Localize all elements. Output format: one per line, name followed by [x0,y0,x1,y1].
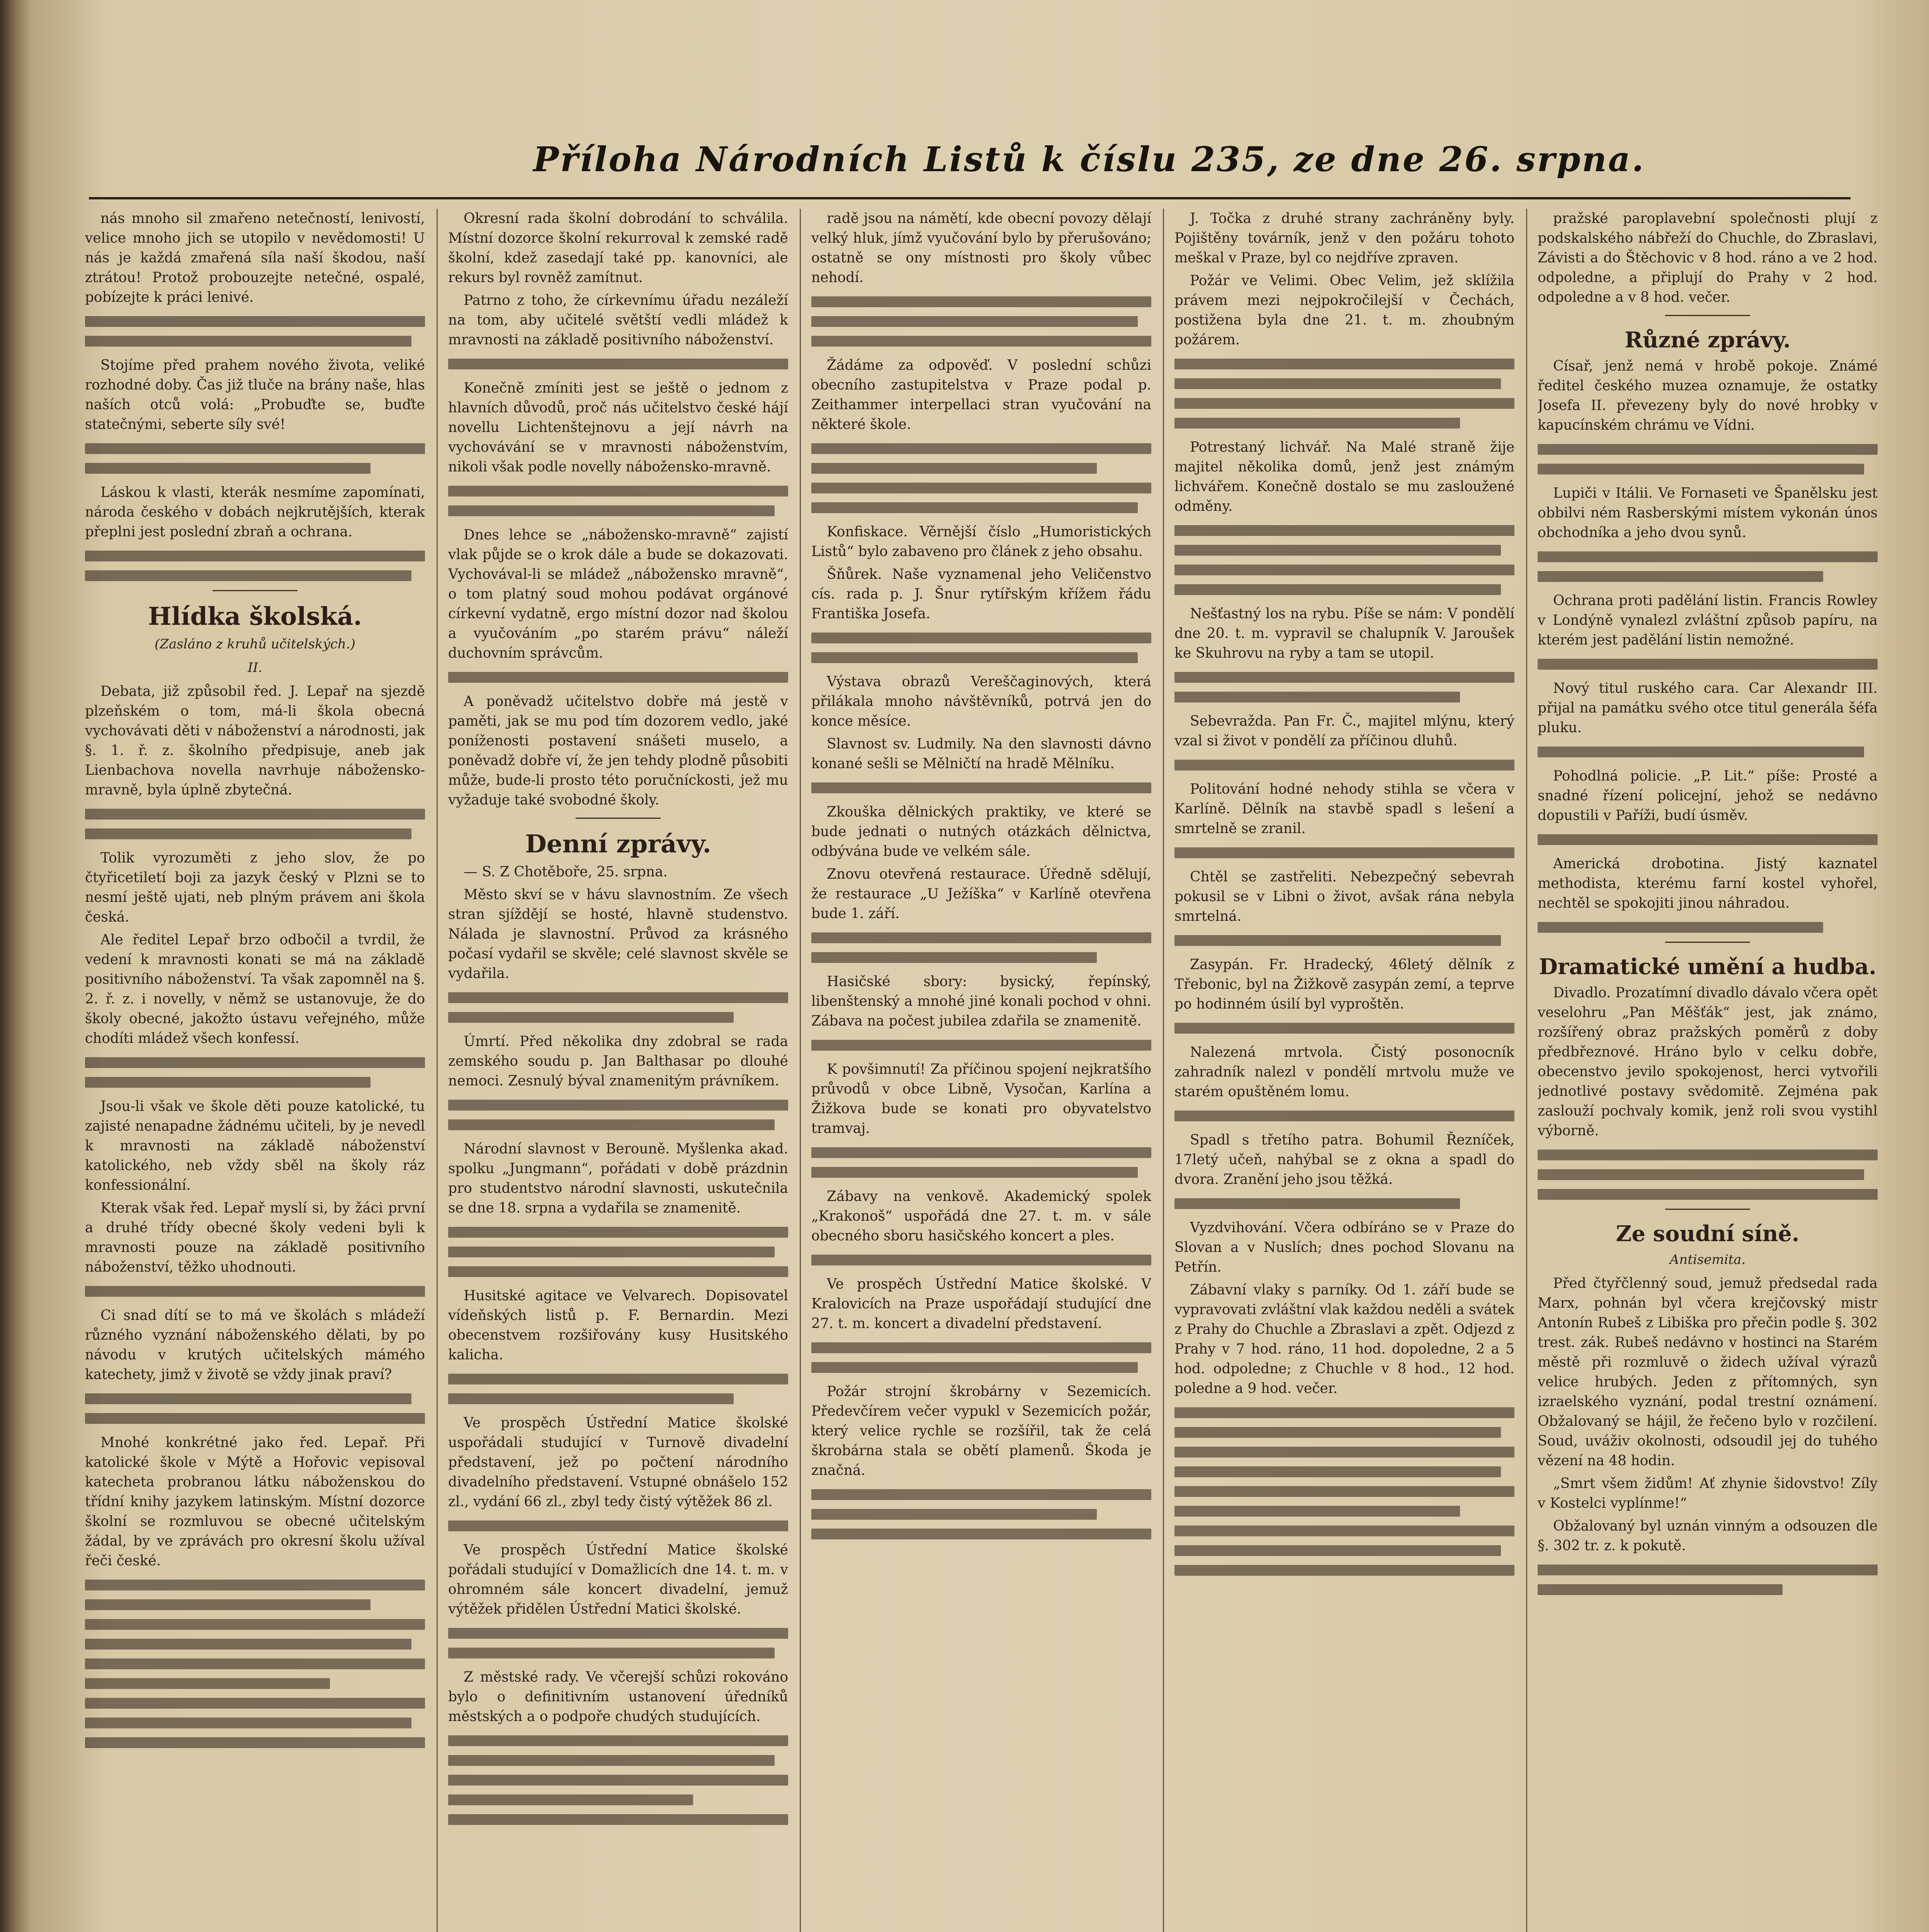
column-3 [811,209,1151,1932]
text-line [448,1100,788,1111]
article-paragraph: Kterak však řed. Lepař myslí si, by žáci první a druhé třídy obecné školy vedeni byli k mravnosti pouze na základě positivního náboženství, těžko uhodnouti. [85,1200,425,1275]
article-paragraph: Husitské agitace ve Velvarech. Dopisovatel vídeňských listů p. F. Bernardin. Mezi obecenstvem rozšiřovány kusy Husitského kalicha. [448,1288,788,1363]
text-line [85,551,425,561]
article-paragraph: Výstava obrazů Vereščaginových, která přilákala mnoho návštěvníků, potrvá jen do konce měsíce. [811,674,1151,729]
article-paragraph: Znovu otevřená restaurace. Úředně sdělují, že restaurace „U Ježíška“ v Karlíně otevřena bude 1. září. [811,866,1151,922]
article-paragraph: Ale ředitel Lepař brzo odbočil a tvrdil, že vedení k mravnosti konati se má na základě positivního náboženství. Ta však zapomněl na §. 2. ř. z. i novelly, v němž se ustanovuje, že do školy obecné, jakožto ústavu veřejného, může chodíti mládež všech konfessí. [85,932,425,1046]
article-paragraph: Konečně zmíniti jest se ještě o jednom z hlavních důvodů, proč nás učitelstvo české hájí novellu Lichtenštejnovu a její návrh na vychovávání se v mravnosti náboženstvím, nikoli však podle novelly nábožensko-mravně. [448,380,788,475]
article-paragraph: Ci snad dítí se to má ve školách s mládeží různého vyznání náboženského dělati, by po návodu v krutých učitelských mámého katechety, jimž v životě se vždy jinak praví? [85,1308,425,1383]
text-line [1538,571,1823,582]
masthead [533,139,1645,193]
text-line [85,1619,425,1630]
text-line [1174,584,1501,595]
text-line [85,1413,425,1424]
text-line [85,1393,411,1404]
text-line [85,1580,425,1590]
text-line [811,336,1151,347]
text-line [811,1509,1097,1520]
text-line [1538,444,1878,455]
article-paragraph: Americká drobotina. Jistý kaznatel methodista, kterému farní kostel vyhořel, nechtěl se spokojiti jinou náhradou. [1538,856,1878,911]
article-paragraph: Konfiskace. Věrnější číslo „Humoristických Listů“ bylo zabaveno pro článek z jeho obsahu. [811,524,1151,560]
text-line [85,463,371,474]
column-divider [437,209,438,1932]
text-line [448,1775,788,1786]
text-line [448,1755,775,1766]
article-paragraph: Chtěl se zastřeliti. Nebezpečný sebevrah pokusil se v Libni o život, avšak rána nebyla smrtelná. [1174,869,1514,924]
text-line [85,1718,411,1728]
text-line [448,505,775,516]
text-line [811,782,1151,793]
column-divider [800,209,801,1932]
article-paragraph: Tolik vyrozuměti z jeho slov, že po čtyřicetiletí boji za jazyk český v Plzni se to nesmí ještě ujati, neb plným právem ani škola česká. [85,850,425,925]
article-paragraph: Nešťastný los na rybu. Píše se nám: V pondělí dne 20. t. m. vypravil se chalupník V. Jaroušek ke Skuhrovu na ryby a tam se utopil. [1174,606,1514,661]
text-line [1174,1545,1501,1556]
text-line [85,1077,371,1088]
text-line [1538,1584,1783,1595]
text-line [85,1286,425,1297]
article-paragraph: Před čtyřčlenný soud, jemuž předsedal rada Marx, pohnán byl včera krejčovský mistr Antonín Rubeš z Libiška pro přečin podle §. 302 trest. zák. Rubeš nedávno v hostinci na Starém městě při rozmluvě o židech užíval výrazů velice hrubých. Jeden z přítomných, syn izraelského vyznání, podal trestní oznámení. Obžalovaný se hájil, že řečeno bylo v rozčilení. Soud, uváživ okolnosti, odsoudil jej do tuhého vězení na 48 hodin. [1538,1276,1878,1469]
article-paragraph: Požár strojní škrobárny v Sezemicích. Předevčírem večer vypukl v Sezemicích požár, který velice rychle se rozšířil, tak že celá škrobárna stala se obětí plamenů. Škoda je značná. [811,1384,1151,1478]
text-line [811,296,1151,307]
article-paragraph: Slavnost sv. Ludmily. Na den slavnosti dávno konané sešli se Mělničtí na hradě Mělníku. [811,736,1151,772]
article-paragraph: Dnes lehce se „nábožensko-mravně“ zajistí vlak půjde se o krok dále a bude se dokazovati. Vychovával-li se mládež „nábožensko mravně“, o tom platný soud mohou podávat orgánové církevní vydatně, ergo místní dozor nad školou a vyučováním „po starém právu“ náleží duchovním správcům. [448,527,788,661]
article-paragraph: Ochrana proti padělání listin. Francis Rowley v Londýně vynalezl zvláštní způsob papíru, na kterém jest padělání listin nemožné. [1538,593,1878,648]
text-line [85,809,425,820]
article-paragraph: Nový titul ruského cara. Car Alexandr III. přijal na památku svého otce titul generála šéfa pluku. [1538,680,1878,736]
article-paragraph: Sebevražda. Pan Fr. Č., majitel mlýnu, který vzal si život v pondělí za příčinou dluhů. [1174,713,1514,749]
text-line [1174,1111,1514,1121]
text-line [1174,525,1514,536]
article-paragraph: Láskou k vlasti, kterák nesmíme zapomínati, národa českého v dobách nejkrutějších, kterak přeplni jest poslední zbraň a ochrana. [85,485,425,540]
text-line [448,1393,734,1404]
adjacent-page-edge [0,0,31,1932]
article-paragraph: Lupiči v Itálii. Ve Fornaseti ve Španělsku jest obbilvi ném Rasberskými místem vykonán únos obchodníka a jeho dvou synů. [1538,485,1878,541]
article-paragraph: Šňůrek. Naše vyznamenal jeho Veličenstvo cís. rada p. J. Šnur rytířským křížem řádu Františka Josefa. [811,566,1151,622]
article-paragraph: Ve prospěch Ústřední Matice školské uspořádali studující v Turnově divadelní představení, jež po počtení národního divadelního představení. Vstupné obnášelo 152 zl., vydání 66 zl., zbyl tedy čistý výtěžek 86 zl. [448,1415,788,1510]
text-line [1538,464,1864,474]
section-divider [576,818,661,819]
text-line [448,1520,788,1531]
text-line [1174,672,1514,683]
text-line [448,486,788,497]
article-paragraph: A poněvadž učitelstvo dobře má jestě v paměti, jak se mu pod tím dozorem vedlo, jaké poníženosti postavení snášeti muselo, a poněvadž dobře ví, že jen tehdy plodně působiti může, bude-li prosto této poručníckosti, jež mu vyžaduje také svobodné školy. [448,694,788,808]
text-line [1174,1486,1514,1497]
text-line [1538,1150,1878,1160]
text-line [85,1639,411,1650]
text-line [1174,1526,1514,1536]
text-line [448,1247,775,1257]
text-line [1538,1189,1878,1200]
article-paragraph: radě jsou na námětí, kde obecní povozy dělají velký hluk, jímž vyučování bylo by přerušováno; ostatně se ony místnosti pro školy vůbec nehodí. [811,211,1151,286]
text-line [85,316,425,327]
article-paragraph: Pohodlná policie. „P. Lit.“ píše: Prosté a snadné řízení policejní, jehož se nedávno dopustili v Paříži, budí úsměv. [1538,768,1878,823]
text-line [811,1362,1138,1373]
text-line [811,443,1151,454]
article-paragraph: Debata, již způsobil řed. J. Lepař na sjezdě plzeňském o tom, má-li škola obecná vychovávati děti v náboženství a národnosti, jak §. 1. ř. z. školního předpisuje, aneb jak Lienbachova novella navrhuje nábožensko-mravně, byla úplně zbytečná. [85,684,425,798]
text-line [1174,418,1460,429]
text-line [448,1628,788,1639]
article-paragraph: Zkouška dělnických praktiky, ve které se bude jednati o nutných otázkách dělnictva, odbývána bude ve velkém sále. [811,804,1151,859]
text-line [811,1040,1151,1051]
text-line [448,359,788,369]
section-title-hlidka: Hlídka školská. [148,602,362,631]
article-paragraph: Obžalovaný byl uznán vinným a odsouzen dle §. 302 tr. z. k pokutě. [1538,1518,1878,1554]
section-title-ruzne: Různé zprávy. [1625,327,1791,353]
article-paragraph: Divadlo. Prozatímní divadlo dávalo včera opět veselohru „Pan Měšťák“ jest, jak známo, rozšířený obraz pražských poměrů z doby předbřeznové. Hráno bylo v celku dobře, obecenstvo jevilo spokojenost, herci vytvořili jednotlivé postavy svědomitě. Zejména pak zaslouží pochvaly komik, jenž roli svou vystihl výborně. [1538,985,1878,1139]
text-line [85,1057,425,1068]
text-line [1174,378,1501,389]
text-line [1538,551,1878,562]
text-line [811,1167,1138,1178]
text-line [1174,935,1501,946]
text-line [1174,847,1514,858]
article-paragraph: Vyzdvihování. Včera odbíráno se v Praze do Slovan a v Nuslích; dnes pochod Slovanu na Petřín. [1174,1220,1514,1275]
article-paragraph: K povšimnutí! Za příčinou spojení nejkratšího průvodů v obce Libně, Vysočan, Karlína a Žižkova bude se konati pro obyvatelstvo tramvaj. [811,1061,1151,1136]
article-paragraph: Požár ve Velimi. Obec Velim, jež sklížila právem mezi nejpokročilejší v Čechách, postižena byla dne 21. t. m. zhoubným požárem. [1174,273,1514,348]
article-paragraph: Patrno z toho, že církevnímu úřadu nezáleží na tom, aby učitelé světští vedli mládež k mravnosti na základě positivního náboženství. [448,293,788,348]
article-paragraph: Zasypán. Fr. Hradecký, 46letý dělník z Třebonic, byl na Žižkově zasypán zemí, a teprve po hodinném úsilí byl vyproštěn. [1174,957,1514,1012]
text-line [448,672,788,683]
text-line [85,1658,425,1669]
text-line [85,336,411,347]
article-quote: „Smrt všem židům! Ať zhynie šidovstvo! Zíly v Kostelci vyplínme!“ [1538,1476,1878,1511]
text-line [85,1599,371,1610]
text-line [85,1698,425,1709]
text-line [811,652,1138,663]
text-line [448,1119,775,1130]
article-paragraph: Mnohé konkrétné jako řed. Lepař. Při katolické škole v Mýtě a Hořovic vepisoval katecheta probranou látku náboženskou do třídní knihy jazykem latinským. Místní dozorce školní se rozmluvou se obecné učitelským žádal, by ve zprávách pro okresní školu užíval řeči české. [85,1435,425,1569]
article-paragraph: J. Točka z druhé strany zachráněny byly. Pojištěny továrník, jenž v den požáru tohoto meškal v Praze, byl co nejdříve zpraven. [1174,211,1514,266]
text-line [1174,1466,1501,1477]
article-paragraph: pražské paroplavební společnosti plují z podskalského nábřeží do Chuchle, do Zbraslavi, Závisti a do Štěchovic v 8 hod. ráno a ve 2 hod. odpoledne, a připlují do Prahy v 2 hod. odpoledne a v 8 hod. večer. [1538,211,1878,305]
section-divider [1665,1209,1750,1210]
text-line [85,443,425,454]
article-paragraph: Císař, jenž nemá v hrobě pokoje. Známé ředitel českého muzea oznamuje, že ostatky Josefa II. převezeny byly do nové hrobky v kapucínském chrámu ve Vídni. [1538,358,1878,433]
section-title-denni: Denní zprávy. [525,830,711,859]
article-paragraph: nás mnoho sil zmařeno netečností, lenivostí, velice mnoho jich se utopilo v nevědomosti! U nás je každá zmařená síla naší škodou, naší ztrátou! Protož probouzejte netečné, ospalé, pobízejte k práci lenivé. [85,211,425,305]
article-paragraph: Žádáme za odpověď. V poslední schůzi obecního zastupitelstva v Praze podal p. Zeithammer interpellaci stran vyučování na některé škole. [811,357,1151,432]
text-line [811,1342,1151,1353]
article-paragraph: Spadl s třetího patra. Bohumil Řezníček, 17letý učeň, nahýbal se z okna a spadl do dvora. Zranění jeho jsou těžká. [1174,1132,1514,1187]
text-line [1174,1506,1460,1517]
column-4 [1174,209,1514,1932]
text-line [1538,922,1823,933]
article-paragraph: Potrestaný lichvář. Na Malé straně žije majitel několika domů, jenž jest známým lichvářem. Konečně dostalo se mu zasloužené odměny. [1174,439,1514,514]
column-divider [1526,209,1527,1932]
section-subtitle: Antisemita. [1669,1252,1746,1267]
article-paragraph: Ve prospěch Ústřední Matice školské pořádali studující v Domažlicích dne 14. t. m. v ohromném sále koncert divadelní, jemuž výtěžek přidělen Ústřední Matici školské. [448,1542,788,1617]
text-line [448,1266,788,1277]
text-line [811,1529,1151,1539]
column-1 [85,209,425,1932]
section-divider [1665,942,1750,943]
article-paragraph: Hasičské sbory: bysický, řepínský, libenštenský a mnohé jiné konali pochod v ohni. Zábava na počest jubilea zdařila se znamenitě. [811,974,1151,1029]
text-line [811,483,1151,493]
text-line [811,316,1138,327]
article-paragraph: Z městské rady. Ve včerejší schůzi rokováno bylo o definitivním ustanovení úředníků městských a o podpoře chudých studujících. [448,1669,788,1725]
text-line [1174,1407,1514,1418]
article-paragraph: Národní slavnost v Berouně. Myšlenka akad. spolku „Jungmann“, pořádati v době prázdnin pro studentstvo národní slavnosti, uskutečnila se dne 18. srpna a vydařila se znamenitě. [448,1141,788,1216]
header-rule [89,197,1851,199]
newspaper-page [31,0,1929,1932]
text-line [811,932,1151,943]
text-line [85,1737,425,1748]
article-paragraph: Úmrtí. Před několika dny zdobral se rada zemského soudu p. Jan Balthasar po dlouhé nemoci. Zesnulý býval znamenitým právníkem. [448,1034,788,1089]
text-line [1174,1023,1514,1034]
text-line [85,570,411,581]
text-line [1174,1198,1460,1209]
text-line [811,633,1151,643]
text-line [1174,692,1460,702]
text-line [811,502,1138,513]
text-line [1174,398,1514,409]
article-paragraph: Zábavy na venkově. Akademický spolek „Krakonoš“ uspořádá dne 27. t. m. v sále obecného sboru hasičského koncert a ples. [811,1189,1151,1244]
section-subtitle: (Zasláno z kruhů učitelských.) [155,636,355,652]
text-line [1538,1565,1878,1575]
article-paragraph: Ve prospěch Ústřední Matice školské. V Kralovicích na Praze uspořádají studující dne 27. t. m. koncert a divadelní představení. [811,1276,1151,1332]
text-line [448,1374,788,1384]
text-line [811,1489,1151,1500]
text-line [448,1735,788,1746]
article-paragraph: Zábavní vlaky s parníky. Od 1. září bude se vypravovati zvláštní vlak každou neděli a svátek z Prahy do Chuchle a Zbraslavi a zpět. Odjezd z Prahy v 7 hod. ráno, 11 hod. dopoledne, 2 a 5 hod. odpoledne; z Chuchle v 8 hod., 12 hod. poledne a 9 hod. večer. [1174,1282,1514,1396]
section-divider [212,590,297,591]
article-paragraph: Nalezená mrtvola. Čistý posonocník zahradník nalezl v pondělí mrtvolu muže ve starém opuštěném lomu. [1174,1044,1514,1100]
text-line [811,463,1097,474]
article-paragraph: Politování hodné nehody stihla se včera v Karlíně. Dělník na stavbě spadl s lešení a smrtelně se zranil. [1174,781,1514,837]
text-line [85,1678,330,1689]
text-line [448,1227,788,1238]
text-line [1174,1565,1514,1576]
column-2 [448,209,788,1932]
text-line [1174,565,1514,575]
text-line [1538,747,1864,757]
section-title-soud: Ze soudní síně. [1616,1221,1800,1247]
section-title-dramaticke: Dramatické umění a hudba. [1539,954,1876,980]
article-paragraph: Stojíme před prahem nového života, veliké rozhodné doby. Čas již tluče na brány naše, hlas naších otců volá: „Probuďte se, buďte statečnými, seberte síly své! [85,357,425,432]
section-part: II. [248,660,262,675]
article-paragraph: Jsou-li však ve škole děti pouze katolické, tu zajisté nenapadne žádnému učiteli, by je nevedl k mravnosti na základě náboženství katolického, neb vždy sběl na školy ráz konfessionální. [85,1099,425,1193]
text-line [1174,359,1514,369]
text-line [448,1794,693,1805]
text-line [448,1814,788,1825]
text-line [811,1147,1151,1158]
text-line [811,1255,1151,1265]
article-paragraph: Okresní rada školní dobrodání to schválila. Místní dozorce školní rekurroval k zemské radě školní, kdež zasedají také pp. kanovníci, ale rekurs byl rovněž zamítnut. [448,211,788,286]
text-line [1538,834,1878,845]
text-line [1538,1169,1864,1180]
section-divider [1665,315,1750,316]
article-paragraph: Město skví se v hávu slavnostním. Ze všech stran sjíždějí se hosté, hlavně studenstvo. Nálada je slavnostní. Průvod za krásného počasí vydařil se skvěle; celé slavnost skvěle se vydařila. [448,887,788,981]
text-line [811,952,1097,963]
text-line [1174,1427,1501,1438]
text-line [85,828,411,839]
text-line [1174,545,1501,556]
column-5 [1538,209,1878,1932]
text-line [1174,760,1514,770]
text-line [1174,1447,1514,1458]
text-line [448,1648,775,1658]
text-line [448,1012,734,1023]
column-divider [1163,209,1164,1932]
masthead-title: Příloha Národních Listů k číslu 235, ze dne 26. srpna. [533,139,1645,179]
article-byline: — S. Z Chotěboře, 25. srpna. [464,864,668,880]
text-line [1538,659,1878,670]
text-line [448,992,788,1003]
